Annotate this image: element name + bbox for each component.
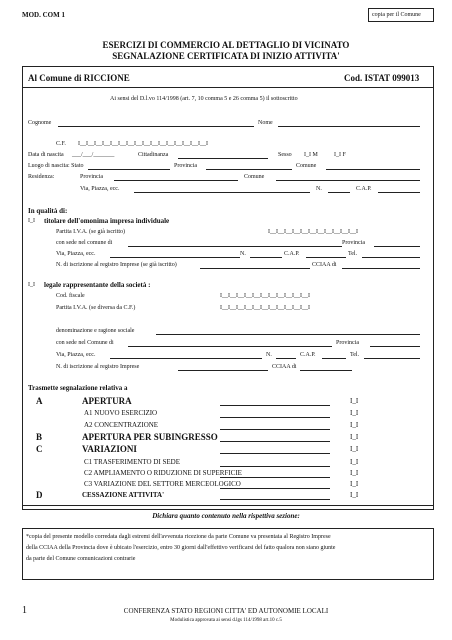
legal-cciaa-field[interactable] bbox=[300, 370, 352, 371]
owner-prov-label: Provincia bbox=[342, 240, 365, 246]
row-label: A2 CONCENTRAZIONE bbox=[84, 421, 159, 429]
legal-denominazione-label: denominazione e ragione sociale bbox=[56, 328, 135, 334]
birth-state-field[interactable] bbox=[88, 169, 170, 170]
row-line bbox=[220, 417, 330, 418]
owner-piva-label: Partita I.V.A. (se già iscritto) bbox=[56, 229, 126, 235]
owner-piva-boxes[interactable]: I__I__I__I__I__I__I__I__I__I__I__I bbox=[268, 229, 358, 235]
owner-sede-field[interactable] bbox=[128, 246, 342, 247]
sex-f-checkbox[interactable]: I_I F bbox=[334, 152, 346, 158]
row-checkbox[interactable]: I_I bbox=[350, 491, 359, 499]
legal-checkbox[interactable]: I_I bbox=[28, 282, 35, 288]
row-line bbox=[220, 453, 330, 454]
footer-subtitle: Modulistica approvata ai sensi d.lgs 114/1998 art.10 c.5 bbox=[170, 618, 282, 623]
birth-prov-label: Provincia bbox=[174, 163, 197, 169]
row-label: C1 TRASFERIMENTO DI SEDE bbox=[84, 458, 181, 466]
row-checkbox[interactable]: I_I bbox=[350, 458, 359, 466]
row-checkbox[interactable]: I_I bbox=[350, 397, 359, 405]
res-n-field[interactable] bbox=[328, 192, 350, 193]
recipient-comune: Al Comune di RICCIONE bbox=[28, 73, 130, 83]
note-line: *copia del presente modello corredata dagli estremi dell'avvenuta ricezione da parte Comune va presentata al Registro Imprese bbox=[26, 534, 331, 540]
row-letter: B bbox=[36, 432, 43, 442]
birth-comune-label: Comune bbox=[296, 163, 317, 169]
res-cap-label: C.A.P. bbox=[356, 186, 372, 192]
res-comune-field[interactable] bbox=[276, 180, 420, 181]
row-letter: D bbox=[36, 490, 43, 500]
birth-prov-field[interactable] bbox=[206, 169, 292, 170]
form-code: MOD. COM 1 bbox=[22, 11, 65, 19]
row-label: C3 VARIAZIONE DEL SETTORE MERCEOLOGICO bbox=[84, 480, 241, 488]
legal-reg-label: N. di iscrizione al registro Imprese bbox=[56, 364, 140, 370]
owner-via-label: Via, Piazza, ecc. bbox=[56, 251, 96, 257]
owner-tel-label: Tel. bbox=[348, 251, 358, 257]
legal-reg-field[interactable] bbox=[178, 370, 268, 371]
res-via-label: Via, Piazza, ecc. bbox=[80, 186, 120, 192]
row-line bbox=[220, 441, 330, 442]
legal-cap-label: C.A.P. bbox=[300, 352, 316, 358]
res-cap-field[interactable] bbox=[378, 192, 420, 193]
row-label: APERTURA bbox=[82, 396, 132, 406]
intro-text: Ai sensi del D.l.vo 114/1998 (art. 7, 10 comma 5 e 26 comma 5) il sottoscritto bbox=[110, 96, 298, 102]
cittadinanza-label: Cittadinanza bbox=[138, 152, 169, 158]
owner-reg-label: N. di iscrizione al registro Imprese (se già iscritto) bbox=[56, 262, 177, 268]
row-checkbox[interactable]: I_I bbox=[350, 445, 359, 453]
legal-via-label: Via, Piazza, ecc. bbox=[56, 352, 96, 358]
owner-n-label: N. bbox=[240, 251, 246, 257]
birth-comune-field[interactable] bbox=[326, 169, 420, 170]
nome-field[interactable] bbox=[278, 126, 420, 127]
res-prov-label: Provincia bbox=[80, 174, 103, 180]
birthplace-label: Luogo di nascita: Stato bbox=[28, 163, 84, 169]
owner-cap-label: C.A.P. bbox=[284, 251, 300, 257]
legal-prov-label: Provincia bbox=[336, 340, 359, 346]
cognome-label: Cognome bbox=[28, 120, 52, 126]
cf-boxes[interactable]: I__I__I__I__I__I__I__I__I__I__I__I__I__I__I__I__I bbox=[78, 141, 208, 147]
divider bbox=[22, 505, 433, 506]
quality-heading: In qualità di: bbox=[28, 207, 68, 215]
page-subtitle: SEGNALAZIONE CERTIFICATA DI INIZIO ATTIVITA' bbox=[112, 51, 340, 61]
res-comune-label: Comune bbox=[244, 174, 265, 180]
legal-label: legale rappresentante della società : bbox=[44, 281, 151, 289]
row-label: APERTURA PER SUBINGRESSO bbox=[82, 432, 218, 442]
legal-n-label: N. bbox=[266, 352, 272, 358]
row-line bbox=[220, 466, 330, 467]
row-checkbox[interactable]: I_I bbox=[350, 469, 359, 477]
footer-title: CONFERENZA STATO REGIONI CITTA' ED AUTONOMIE LOCALI bbox=[123, 607, 329, 615]
declare-text: Dichiara quanto contenuto nella rispettiva sezione: bbox=[152, 512, 300, 520]
sesso-label: Sesso bbox=[278, 152, 292, 158]
row-line bbox=[220, 477, 330, 478]
cognome-field[interactable] bbox=[58, 126, 254, 127]
legal-n-field[interactable] bbox=[276, 358, 296, 359]
row-line bbox=[220, 429, 330, 430]
owner-sede-label: con sede nel comune di bbox=[56, 240, 113, 246]
legal-prov-field[interactable] bbox=[370, 346, 420, 347]
birthdate-field[interactable]: ___/___/_______ bbox=[72, 152, 115, 158]
page-title: ESERCIZI DI COMMERCIO AL DETTAGLIO DI VICINATO bbox=[102, 40, 350, 50]
owner-n-field[interactable] bbox=[250, 257, 282, 258]
row-label: CESSAZIONE ATTIVITA' bbox=[82, 491, 165, 499]
legal-cf-label: Cod. fiscale bbox=[56, 293, 85, 299]
legal-sede-field[interactable] bbox=[128, 346, 332, 347]
legal-denominazione-field[interactable] bbox=[156, 334, 420, 335]
owner-tel-field[interactable] bbox=[362, 257, 420, 258]
owner-cap-field[interactable] bbox=[306, 257, 346, 258]
nome-label: Nome bbox=[258, 120, 273, 126]
row-checkbox[interactable]: I_I bbox=[350, 409, 359, 417]
legal-sede-label: con sede nel Comune di bbox=[56, 340, 114, 346]
owner-via-field[interactable] bbox=[110, 257, 240, 258]
owner-cciaa-field[interactable] bbox=[342, 268, 420, 269]
birthdate-label: Data di nascita bbox=[28, 152, 64, 158]
owner-checkbox[interactable]: I_I bbox=[28, 218, 35, 224]
note-line: da parte del Comune comunicazioni contrarie bbox=[26, 556, 136, 562]
copy-label: copia per il Comune bbox=[372, 12, 421, 18]
legal-cf-boxes[interactable]: I__I__I__I__I__I__I__I__I__I__I__I bbox=[220, 293, 310, 299]
legal-cap-field[interactable] bbox=[322, 358, 346, 359]
row-letter: C bbox=[36, 444, 43, 454]
res-n-label: N. bbox=[316, 186, 322, 192]
istat-code: Cod. ISTAT 099013 bbox=[344, 73, 420, 83]
row-checkbox[interactable]: I_I bbox=[350, 433, 359, 441]
row-label: VARIAZIONI bbox=[82, 444, 137, 454]
row-label: C2 AMPLIAMENTO O RIDUZIONE DI SUPERFICIE bbox=[84, 469, 242, 477]
legal-tel-field[interactable] bbox=[364, 358, 420, 359]
cittadinanza-field[interactable] bbox=[178, 158, 268, 159]
res-via-field[interactable] bbox=[134, 192, 310, 193]
page-number: 1 bbox=[22, 605, 27, 616]
legal-cciaa-label: CCIAA di bbox=[272, 364, 297, 370]
divider bbox=[22, 87, 433, 88]
owner-label: titolare dell'omonima impresa individuale bbox=[44, 217, 170, 225]
row-letter: A bbox=[36, 396, 43, 406]
legal-piva-label: Partita I.V.A. (se diversa da C.F.) bbox=[56, 305, 136, 311]
legal-via-field[interactable] bbox=[110, 358, 262, 359]
row-checkbox[interactable]: I_I bbox=[350, 480, 359, 488]
residenza-label: Residenza: bbox=[28, 174, 55, 180]
legal-piva-boxes[interactable]: I__I__I__I__I__I__I__I__I__I__I__I bbox=[220, 305, 310, 311]
transmits-heading: Trasmette segnalazione relativa a bbox=[28, 384, 128, 392]
owner-cciaa-label: CCIAA di bbox=[312, 262, 337, 268]
legal-tel-label: Tel. bbox=[350, 352, 360, 358]
owner-reg-field[interactable] bbox=[200, 268, 310, 269]
note-line: della CCIAA della Provincia dove è ubicato l'esercizio, entro 30 giorni dall'effettivo verificarsi del fatto qualora non siano giunte bbox=[26, 545, 336, 551]
row-checkbox[interactable]: I_I bbox=[350, 421, 359, 429]
sex-m-checkbox[interactable]: I_I M bbox=[304, 152, 318, 158]
row-line bbox=[220, 405, 330, 406]
owner-prov-field[interactable] bbox=[374, 246, 420, 247]
res-prov-field[interactable] bbox=[114, 180, 238, 181]
row-label: A1 NUOVO ESERCIZIO bbox=[84, 409, 158, 417]
row-line bbox=[220, 499, 330, 500]
row-line bbox=[220, 488, 330, 489]
cf-label: C.F. bbox=[56, 141, 66, 147]
